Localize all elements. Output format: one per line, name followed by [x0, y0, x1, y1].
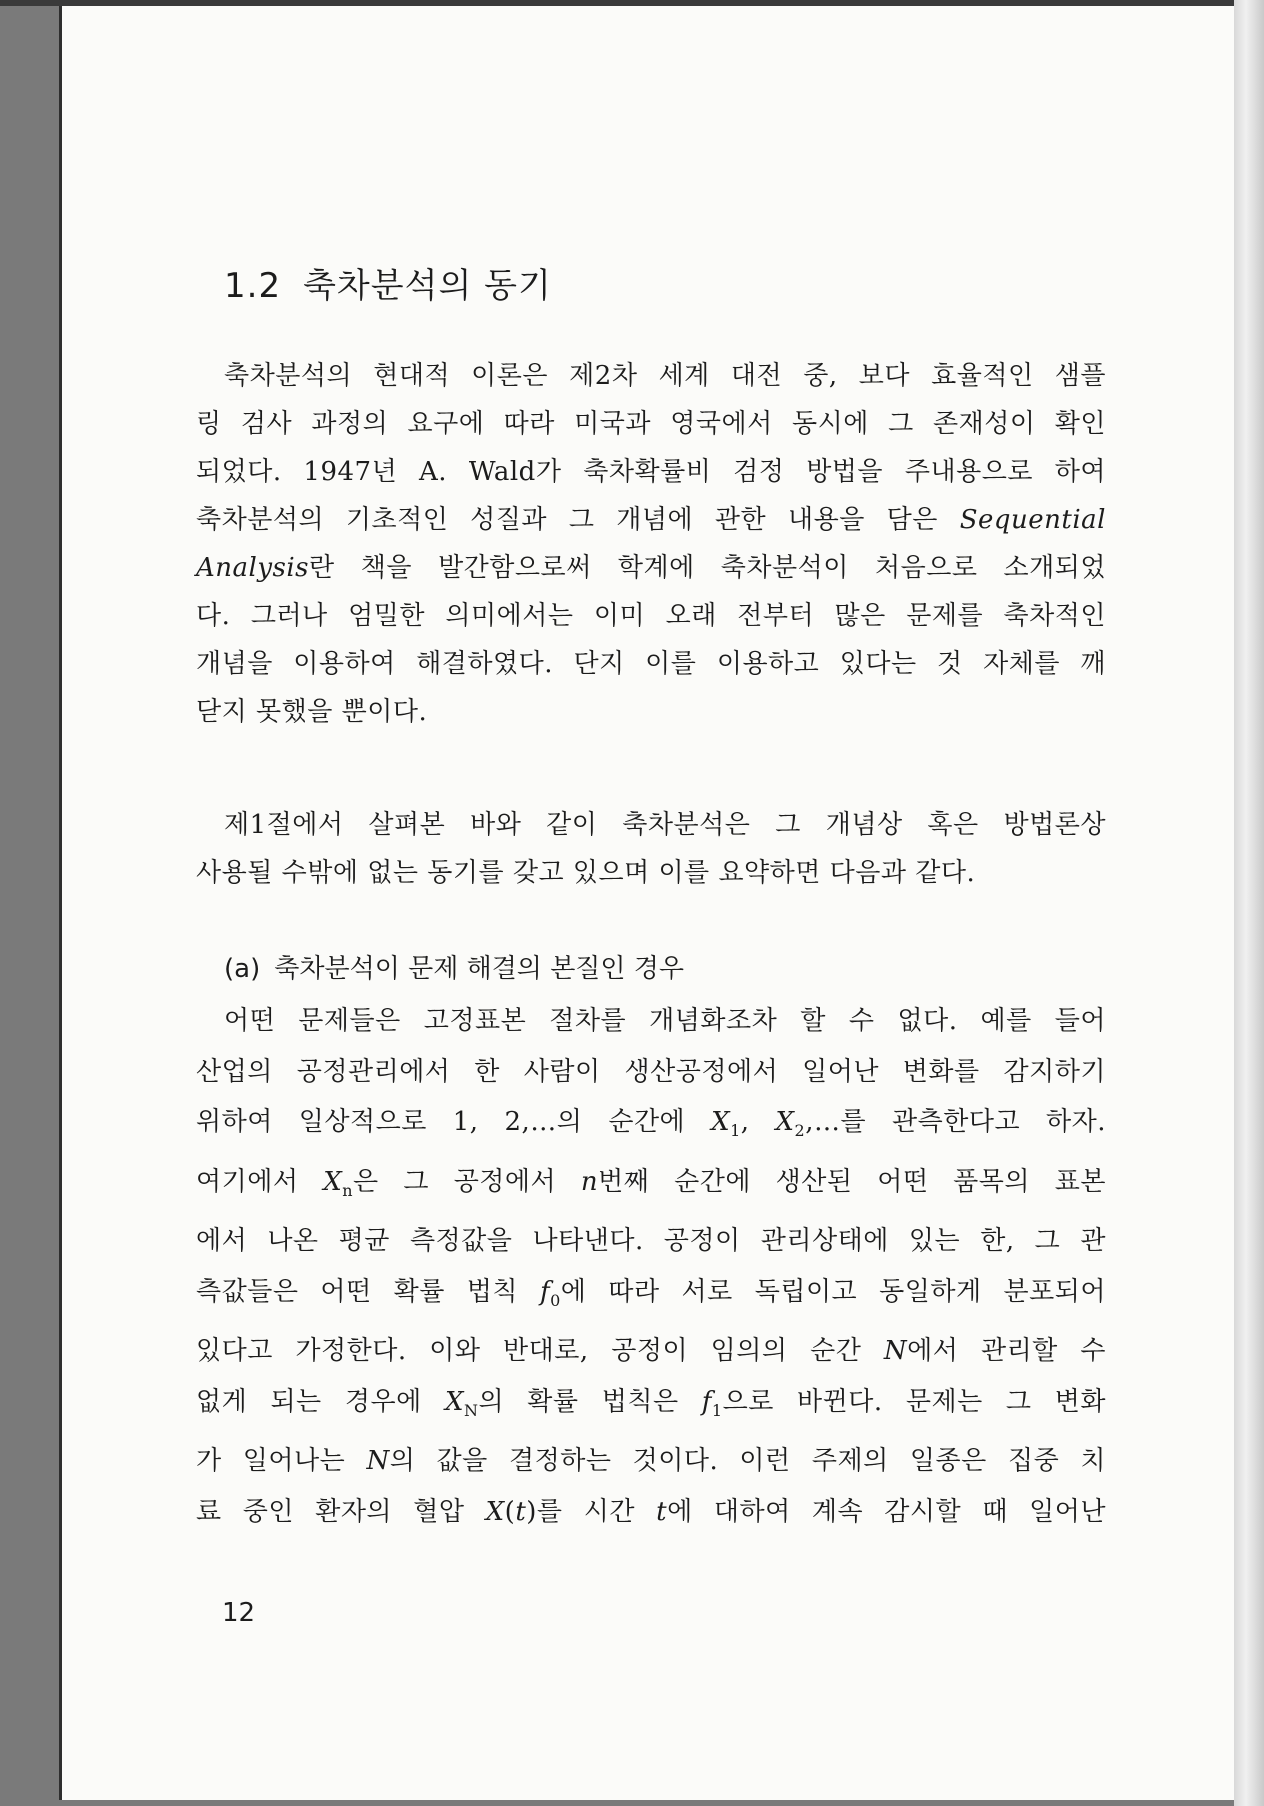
text-run: 란 책을 발간함으로써 학계에 축차분석이 처음으로 소개되었	[309, 553, 1106, 583]
math-var: f	[539, 1276, 551, 1307]
paragraph-line	[196, 1267, 1106, 1327]
subscript: N	[463, 1400, 479, 1420]
text-run: (	[504, 1496, 516, 1527]
text-run: )	[526, 1496, 537, 1527]
math-var: X	[775, 1107, 795, 1137]
math-var: X	[323, 1166, 343, 1197]
book-title-italic: Sequential	[959, 505, 1106, 535]
page-number: 12	[222, 1598, 256, 1628]
paragraph-line: 축차분석의 현대적 이론은 제2차 세계 대전 중, 보다 효율적인 샘플	[224, 361, 1106, 391]
text-run: 여기에서	[196, 1166, 324, 1197]
text-run: 에 따라 서로 독립이고 동일하게 분포되어	[560, 1276, 1106, 1307]
text-run: 를 시간	[536, 1496, 657, 1527]
math-var: n	[580, 1166, 599, 1197]
math-var: f	[701, 1386, 712, 1417]
text-run: 은 그 공정에서	[353, 1166, 581, 1197]
subscript: 1	[730, 1121, 741, 1140]
paragraph-line	[196, 1436, 1106, 1487]
subsection-heading	[224, 948, 684, 985]
text-run: 의 값을 결정하는 것이다. 이런 주제의 일종은 집중 치	[389, 1446, 1106, 1476]
paragraph-line: 다. 그러나 엄밀한 의미에서는 이미 오래 전부터 많은 문제를 축차적인	[196, 601, 1106, 631]
text-run: 위하여 일상적으로 1, 2,…의 순간에	[196, 1107, 712, 1137]
subsection-title: 축차분석이 문제 해결의 본질인 경우	[274, 954, 685, 984]
math-var: N	[366, 1446, 390, 1476]
section-heading	[224, 258, 552, 307]
paragraph-line: 제1절에서 살펴본 바와 같이 축차분석은 그 개념상 혹은 방법론상	[224, 810, 1106, 840]
subsection-label: (a)	[224, 954, 261, 984]
text-run: 가 일어나는	[196, 1446, 367, 1476]
text-run: 축차분석의 기초적인 성질과 그 개념에 관한 내용을 담은	[196, 505, 960, 535]
paragraph-line: 에서 나온 평균 측정값을 나타낸다. 공정이 관리상태에 있는 한, 그 관	[196, 1226, 1106, 1256]
text-run: 측값들은 어떤 확률 법칙	[196, 1276, 540, 1307]
text-run: 번째 순간에 생산된 어떤 품목의 표본	[598, 1166, 1106, 1197]
math-var: N	[883, 1336, 908, 1366]
paragraph-line: 사용될 수밖에 없는 동기를 갖고 있으며 이를 요약하면 다음과 같다.	[196, 858, 976, 888]
paragraph-3	[196, 996, 1106, 1537]
paragraph-line: 산업의 공정관리에서 한 사람이 생산공정에서 일어난 변화를 감지하기	[196, 1056, 1106, 1087]
paragraph-line	[196, 1097, 1106, 1157]
text-run: 료 중인 환자의 혈압	[196, 1496, 486, 1527]
paragraph-line: 링 검사 과정의 요구에 따라 미국과 영국에서 동시에 그 존재성이 확인	[196, 409, 1106, 439]
paragraph-line	[196, 496, 1106, 544]
text-run: 없게 되는 경우에	[196, 1386, 445, 1417]
math-var: t	[656, 1496, 668, 1527]
section-title: 축차분석의 동기	[303, 266, 552, 306]
paragraph-line: 되었다. 1947년 A. Wald가 축차확률비 검정 방법을 주내용으로 하여	[196, 457, 1106, 487]
paragraph-1	[196, 352, 1106, 736]
subscript: 0	[550, 1290, 561, 1310]
paragraph-line	[196, 544, 1106, 592]
math-var: X	[711, 1107, 731, 1137]
section-number: 1.2	[224, 266, 282, 306]
text-run: ,	[740, 1107, 776, 1137]
paragraph-line	[196, 1377, 1106, 1437]
text-run: 있다고 가정한다. 이와 반대로, 공정이 임의의 순간	[196, 1336, 884, 1366]
page-edge-shadow	[1234, 0, 1264, 1806]
text-run: 에서 관리할 수	[907, 1336, 1106, 1366]
subscript: 2	[794, 1121, 806, 1140]
paragraph-line: 개념을 이용하여 해결하였다. 단지 이를 이용하고 있다는 것 자체를 깨	[196, 649, 1106, 679]
paragraph-2	[196, 801, 1106, 897]
math-var: X	[485, 1496, 505, 1527]
math-var: X	[444, 1386, 464, 1417]
subscript: n	[342, 1180, 354, 1200]
text-run: ,…를 관측한다고 하자.	[805, 1107, 1106, 1137]
math-var: t	[515, 1496, 527, 1527]
paragraph-line: 어떤 문제들은 고정표본 절차를 개념화조차 할 수 없다. 예를 들어	[224, 1006, 1106, 1036]
paragraph-line: 닫지 못했을 뿐이다.	[196, 697, 428, 727]
text-run: 으로 바뀐다. 문제는 그 변화	[722, 1386, 1106, 1417]
subscript: 1	[711, 1400, 723, 1420]
text-run: 에 대하여 계속 감시할 때 일어난	[667, 1496, 1106, 1527]
paragraph-line	[196, 1487, 1106, 1538]
book-title-italic: Analysis	[196, 553, 310, 583]
text-run: 의 확률 법칙은	[478, 1386, 702, 1417]
paragraph-line	[196, 1157, 1106, 1217]
paragraph-line	[196, 1326, 1106, 1377]
